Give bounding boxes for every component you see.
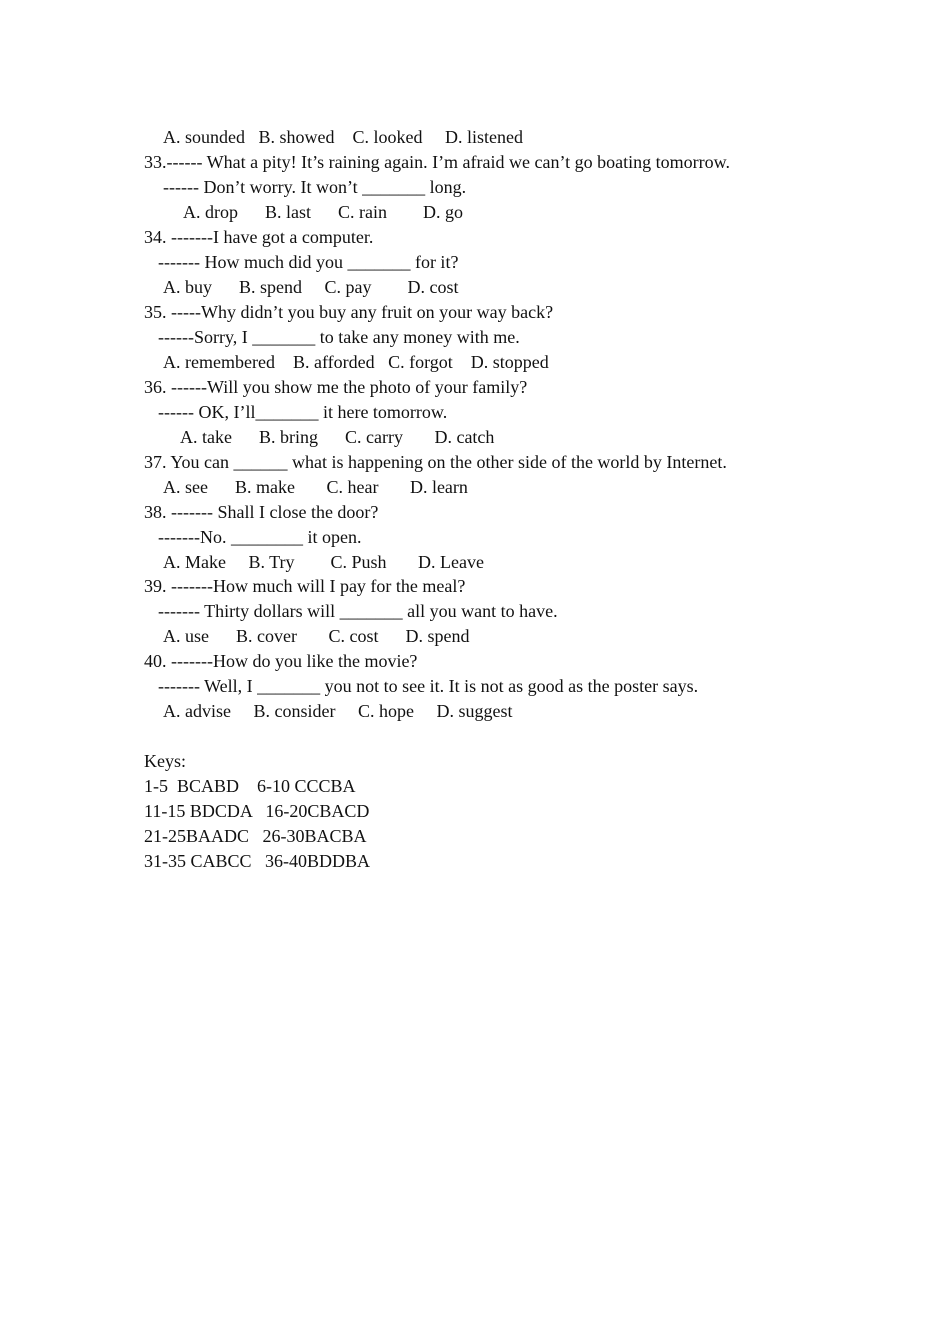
q33-options: A. drop B. last C. rain D. go [183, 202, 463, 222]
q40-question: 40. -------How do you like the movie? [144, 651, 418, 671]
q38-question: 38. ------- Shall I close the door? [144, 502, 379, 522]
q40-options: A. advise B. consider C. hope D. suggest [163, 701, 513, 721]
keys-row-3: 21-25BAADC 26-30BACBA [144, 826, 367, 846]
q32-options: A. sounded B. showed C. looked D. listened [163, 127, 523, 147]
q37-options: A. see B. make C. hear D. learn [163, 477, 468, 497]
q39-question: 39. -------How much will I pay for the meal? [144, 576, 466, 596]
q33-reply: ------ Don’t worry. It won’t _______ long. [163, 177, 467, 197]
q36-question: 36. ------Will you show me the photo of your family? [144, 377, 528, 397]
q36-reply: ------ OK, I’ll_______ it here tomorrow. [158, 402, 448, 422]
q35-reply: ------Sorry, I _______ to take any money with me. [158, 327, 520, 347]
q38-reply: -------No. ________ it open. [158, 527, 362, 547]
q33-question: 33.------ What a pity! It’s raining again. I’m afraid we can’t go boating tomorrow. [144, 152, 730, 172]
keys-heading: Keys: [144, 751, 186, 771]
q34-reply: ------- How much did you _______ for it? [158, 252, 459, 272]
q38-options: A. Make B. Try C. Push D. Leave [163, 552, 485, 572]
keys-row-2: 11-15 BDCDA 16-20CBACD [144, 801, 370, 821]
q39-options: A. use B. cover C. cost D. spend [163, 626, 470, 646]
keys-row-1: 1-5 BCABD 6-10 CCCBA [144, 776, 356, 796]
q34-options: A. buy B. spend C. pay D. cost [163, 277, 459, 297]
q39-reply: ------- Thirty dollars will _______ all you want to have. [158, 601, 558, 621]
q37-question: 37. You can ______ what is happening on the other side of the world by Internet. [144, 452, 727, 472]
q36-options: A. take B. bring C. carry D. catch [180, 427, 495, 447]
q34-question: 34. -------I have got a computer. [144, 227, 374, 247]
q40-reply: ------- Well, I _______ you not to see it. It is not as good as the poster says. [158, 676, 699, 696]
q35-options: A. remembered B. afforded C. forgot D. stopped [163, 352, 549, 372]
keys-row-4: 31-35 CABCC 36-40BDDBA [144, 851, 371, 871]
q35-question: 35. -----Why didn’t you buy any fruit on your way back? [144, 302, 554, 322]
